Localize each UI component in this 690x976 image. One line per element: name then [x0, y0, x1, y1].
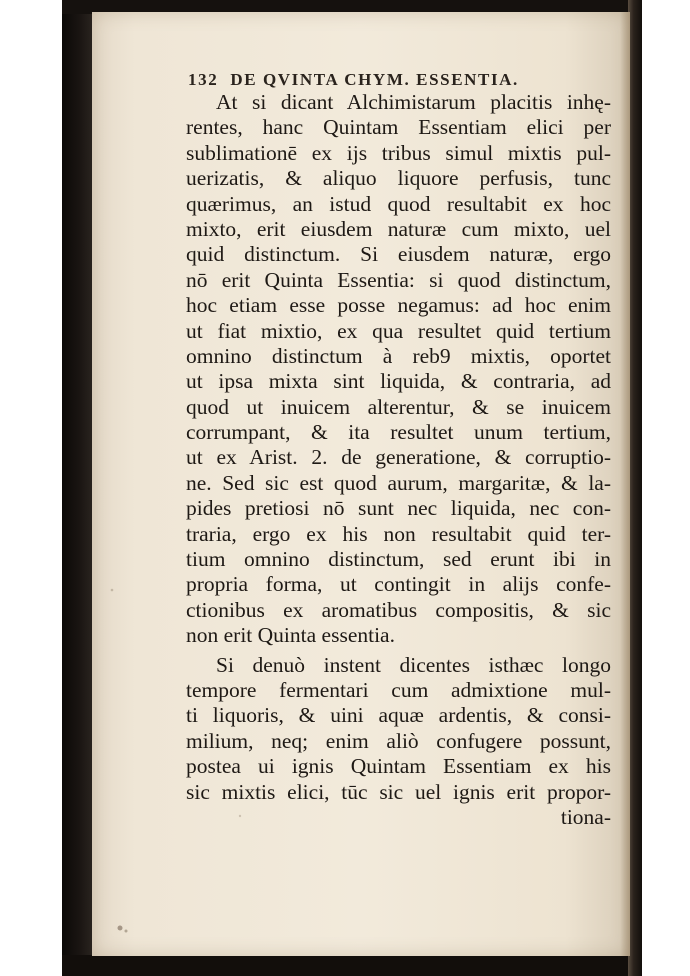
text-line: tempore fermentari cum admixtione mul- [186, 677, 611, 702]
text-line: tium omnino distinctum, sed erunt ibi in [186, 547, 611, 572]
page-number: 132 [188, 70, 219, 89]
paragraph-1 [186, 90, 611, 649]
text-line: At si dicant Alchimistarum placitis inhę- [216, 90, 611, 114]
text-line: sublimationē ex ijs tribus simul mixtis pul- [186, 140, 611, 165]
text-line: ut ex Arist. 2. de generatione, & corruptio- [186, 445, 611, 470]
text-line: sic mixtis elici, tūc sic uel ignis erit propor- [186, 779, 611, 804]
text-line: traria, ergo ex his non resultabit quid ter- [186, 521, 611, 546]
text-line: ne. Sed sic est quod aurum, margaritæ, & la- [186, 470, 611, 495]
text-line: ut fiat mixtio, ex qua resultet quid tertium [186, 318, 611, 343]
text-line: quærimus, an istud quod resultabit ex hoc [186, 191, 611, 216]
text-line: milium, neq; enim aliò confugere possunt, [186, 728, 611, 753]
text-line: ctionibus ex aromatibus compositis, & sic [186, 597, 611, 622]
text-line: ut ipsa mixta sint liquida, & contraria, ad [186, 369, 611, 394]
text-line: quid distinctum. Si eiusdem naturæ, ergo [186, 242, 611, 267]
text-line: non erit Quinta essentia. [186, 623, 395, 648]
text-line: nō erit Quinta Essentia: si quod distinctum, [186, 267, 611, 292]
text-line: mixto, erit eiusdem naturæ cum mixto, uel [186, 216, 611, 241]
text-line: postea ui ignis Quintam Essentiam ex his [186, 754, 611, 779]
text-line: omnino distinctum à reb9 mixtis, oportet [186, 343, 611, 368]
catchword: tiona- [560, 804, 611, 829]
page-edge [628, 0, 642, 976]
bottom-border [62, 955, 642, 976]
text-line: pides pretiosi nō sunt nec liquida, nec con- [186, 496, 611, 521]
text-line: quod ut inuicem alterentur, & se inuicem [186, 394, 611, 419]
text-line: hoc etiam esse posse negamus: ad hoc enim [186, 293, 611, 318]
running-header [188, 70, 608, 90]
text-line: ti liquoris, & uini aquæ ardentis, & consi- [186, 703, 611, 728]
text-line: propria forma, ut contingit in alijs confe- [186, 572, 611, 597]
body-text [186, 90, 611, 830]
text-line: Si denuò instent dicentes isthæc longo [216, 652, 611, 677]
paragraph-2 [186, 653, 611, 805]
book-gutter-shadow [62, 0, 94, 976]
text-line: corrumpant, & ita resultet unum tertium, [186, 420, 611, 445]
running-title: DE QVINTA CHYM. ESSENTIA. [230, 70, 519, 89]
text-line: rentes, hanc Quintam Essentiam elici per [186, 115, 611, 140]
text-line: uerizatis, & aliquo liquore perfusis, tunc [186, 166, 611, 191]
